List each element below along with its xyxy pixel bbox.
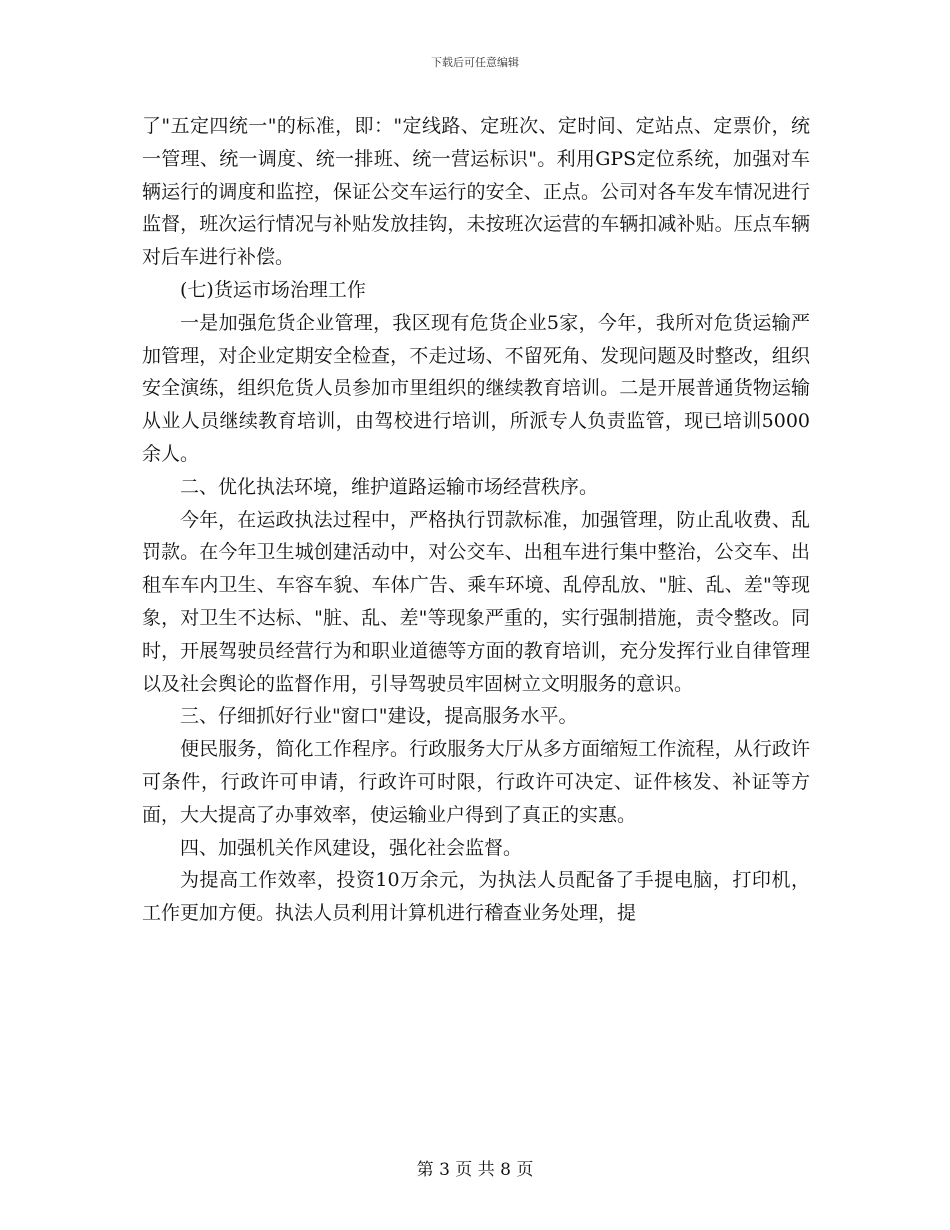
page-number: 第 3 页 共 8 页: [416, 1160, 534, 1180]
document-body: [142, 110, 810, 930]
page-header-note: 下载后可任意编辑: [431, 56, 519, 69]
paragraph-law-enforcement: 今年，在运政执法过程中，严格执行罚款标准，加强管理，防止乱收费、乱罚款。在今年卫生城创建活动中，对公交车、出租车进行集中整治，公交车、出租车车内卫生、车容车貌、车体广告、乘车环境、乱停乱放、"脏、乱、差"等现象，对卫生不达标、"脏、乱、差"等现象严重的，实行强制措施，责令整改。同时，开展驾驶员经营行为和职业道德等方面的教育培训，充分发挥行业自律管理以及社会舆论的监督作用，引导驾驶员牢固树立文明服务的意识。: [142, 508, 810, 695]
paragraph-freight: 一是加强危货企业管理，我区现有危货企业5家，今年，我所对危货运输严加管理，对企业定期安全检查，不走过场、不留死角、发现问题及时整改，组织安全演练，组织危货人员参加市里组织的继续教育培训。二是开展普通货物运输从业人员继续教育培训，由驾校进行培训，所派专人负责监管，现已培训5000余人。: [142, 311, 810, 465]
paragraph-continuation: 了"五定四统一"的标准，即："定线路、定班次、定时间、定站点、定票价，统一管理、统一调度、统一排班、统一营运标识"。利用GPS定位系统，加强对车辆运行的调度和监控，保证公交车运行的安全、正点。公司对各车发车情况进行监督，班次运行情况与补贴发放挂钩，未按班次运营的车辆扣减补贴。压点车辆对后车进行补偿。: [142, 115, 810, 269]
paragraph-window-service: 便民服务，简化工作程序。行政服务大厅从多方面缩短工作流程，从行政许可条件，行政许可申请，行政许可时限，行政许可决定、证件核发、补证等方面，大大提高了办事效率，使运输业户得到了真正的实惠。: [142, 738, 810, 826]
section-heading-window-service: 三、仔细抓好行业"窗口"建设，提高服务水平。: [180, 705, 578, 728]
section-heading-law-enforcement: 二、优化执法环境，维护道路运输市场经营秩序。: [180, 475, 599, 498]
section-heading-work-style: 四、加强机关作风建设，强化社会监督。: [180, 836, 523, 859]
paragraph-work-style: 为提高工作效率，投资10万余元，为执法人员配备了手提电脑，打印机，工作更加方便。执法人员利用计算机进行稽查业务处理，提: [142, 869, 810, 925]
section-heading-freight: (七)货运市场治理工作: [180, 278, 366, 301]
